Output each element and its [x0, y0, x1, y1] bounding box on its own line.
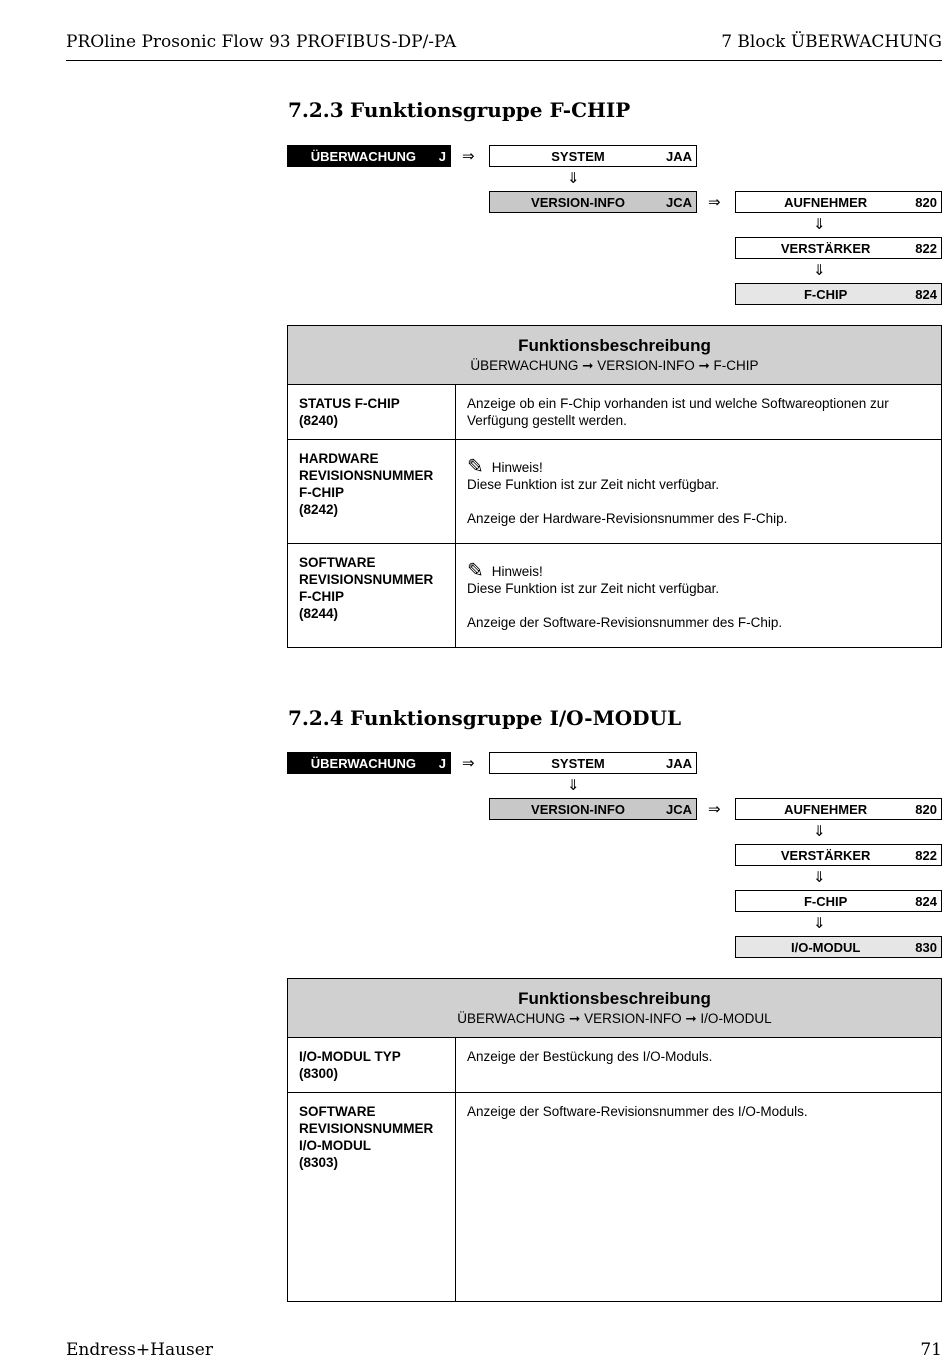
nav-item-code: 820 [915, 801, 937, 817]
nav-system-label: SYSTEM [551, 148, 605, 164]
function-desc: Anzeige der Bestückung des I/O-Moduls. [456, 1038, 942, 1093]
section-heading: Funktionsgruppe I/O-MODUL [350, 706, 682, 730]
nav-system-box [489, 752, 697, 774]
nav-version-label: VERSION-INFO [531, 194, 625, 210]
nav-system-label: SYSTEM [551, 755, 605, 771]
section-number: 7.2.3 [288, 98, 344, 122]
nav-item-label: I/O-MODUL [790, 939, 861, 955]
nav-item-iomodul [735, 936, 942, 958]
nav-item-code: 824 [915, 286, 937, 302]
nav-root-code: J [438, 148, 446, 164]
hint-note: Diese Funktion ist zur Zeit nicht verfügbar. [467, 581, 720, 596]
nav-item-label: AUFNEHMER [784, 801, 868, 817]
nav-item-code: 822 [915, 847, 937, 863]
hint-block [467, 458, 930, 476]
table-row [288, 440, 942, 544]
function-desc-cell [456, 440, 942, 544]
pencil-icon: ✎ [467, 456, 484, 478]
nav-item-fchip [735, 890, 942, 912]
hint-note: Diese Funktion ist zur Zeit nicht verfügbar. [467, 477, 720, 492]
nav-item-code: 830 [915, 939, 937, 955]
nav-item-aufnehmer [735, 798, 942, 820]
table-row [288, 1093, 942, 1302]
function-name: SOFTWARE REVISIONSNUMMER I/O-MODUL (8303) [288, 1093, 456, 1302]
hint-label: Hinweis! [491, 459, 543, 475]
nav-version-code: JCA [665, 194, 692, 210]
function-name: STATUS F-CHIP (8240) [288, 385, 456, 440]
nav-version-code: JCA [665, 801, 692, 817]
section-number: 7.2.4 [288, 706, 344, 730]
table-row [288, 544, 942, 648]
function-name: SOFTWARE REVISIONSNUMMER F-CHIP (8244) [288, 544, 456, 648]
down-arrow-icon: ⇓ [813, 216, 826, 233]
function-desc: Anzeige ob ein F-Chip vorhanden ist und welche Softwareoptionen zur Verfügung gestellt werden. [456, 385, 942, 440]
header-title: PROline Prosonic Flow 93 PROFIBUS-DP/-PA [66, 32, 457, 52]
right-arrow-icon: ⇒ [708, 194, 721, 211]
table-title: Funktionsbeschreibung [518, 989, 711, 1008]
nav-item-label: VERSTÄRKER [780, 847, 871, 863]
nav-item-code: 820 [915, 194, 937, 210]
nav-root-box [287, 145, 451, 167]
function-table-iomodul [287, 978, 942, 1302]
footer-brand: Endress+Hauser [66, 1340, 213, 1360]
header-rule [66, 60, 942, 61]
table-header [288, 326, 942, 385]
nav-root-label: ÜBERWACHUNG [310, 755, 416, 771]
nav-item-label: F-CHIP [803, 893, 848, 909]
function-desc: Anzeige der Hardware-Revisionsnummer des F-Chip. [467, 511, 788, 526]
hint-block [467, 562, 930, 580]
nav-item-fchip [735, 283, 942, 305]
page-number: 71 [920, 1340, 942, 1360]
hint-label: Hinweis! [491, 563, 543, 579]
nav-root-box [287, 752, 451, 774]
down-arrow-icon: ⇓ [813, 823, 826, 840]
right-arrow-icon: ⇒ [462, 148, 475, 165]
nav-system-code: JAA [665, 148, 692, 164]
nav-system-box [489, 145, 697, 167]
down-arrow-icon: ⇓ [813, 869, 826, 886]
nav-version-box [489, 798, 697, 820]
nav-item-label: AUFNEHMER [784, 194, 868, 210]
pencil-icon: ✎ [467, 560, 484, 582]
function-desc-cell [456, 544, 942, 648]
nav-item-aufnehmer [735, 191, 942, 213]
section-heading: Funktionsgruppe F-CHIP [350, 98, 631, 122]
function-name: HARDWARE REVISIONSNUMMER F-CHIP (8242) [288, 440, 456, 544]
table-row [288, 1038, 942, 1093]
down-arrow-icon: ⇓ [567, 777, 580, 794]
function-name: I/O-MODUL TYP (8300) [288, 1038, 456, 1093]
nav-version-label: VERSION-INFO [531, 801, 625, 817]
right-arrow-icon: ⇒ [708, 801, 721, 818]
right-arrow-icon: ⇒ [462, 755, 475, 772]
nav-item-code: 822 [915, 240, 937, 256]
section-title-iomodul [288, 706, 681, 730]
nav-item-label: F-CHIP [803, 286, 848, 302]
table-row [288, 385, 942, 440]
nav-item-code: 824 [915, 893, 937, 909]
nav-item-verstaerker [735, 844, 942, 866]
nav-root-code: J [438, 755, 446, 771]
header-chapter: 7 Block ÜBERWACHUNG [721, 32, 942, 52]
nav-system-code: JAA [665, 755, 692, 771]
function-desc: Anzeige der Software-Revisionsnummer des F-Chip. [467, 615, 783, 630]
down-arrow-icon: ⇓ [567, 170, 580, 187]
function-desc: Anzeige der Software-Revisionsnummer des I/O-Moduls. [456, 1093, 942, 1302]
table-title: Funktionsbeschreibung [518, 336, 711, 355]
table-path: ÜBERWACHUNG ➞ VERSION-INFO ➞ I/O-MODUL [457, 1011, 772, 1026]
nav-version-box [489, 191, 697, 213]
nav-root-label: ÜBERWACHUNG [310, 148, 416, 164]
nav-item-verstaerker [735, 237, 942, 259]
section-title-fchip [288, 98, 630, 122]
down-arrow-icon: ⇓ [813, 915, 826, 932]
table-path: ÜBERWACHUNG ➞ VERSION-INFO ➞ F-CHIP [470, 358, 759, 373]
nav-item-label: VERSTÄRKER [780, 240, 871, 256]
table-header [288, 979, 942, 1038]
function-table-fchip [287, 325, 942, 648]
down-arrow-icon: ⇓ [813, 262, 826, 279]
